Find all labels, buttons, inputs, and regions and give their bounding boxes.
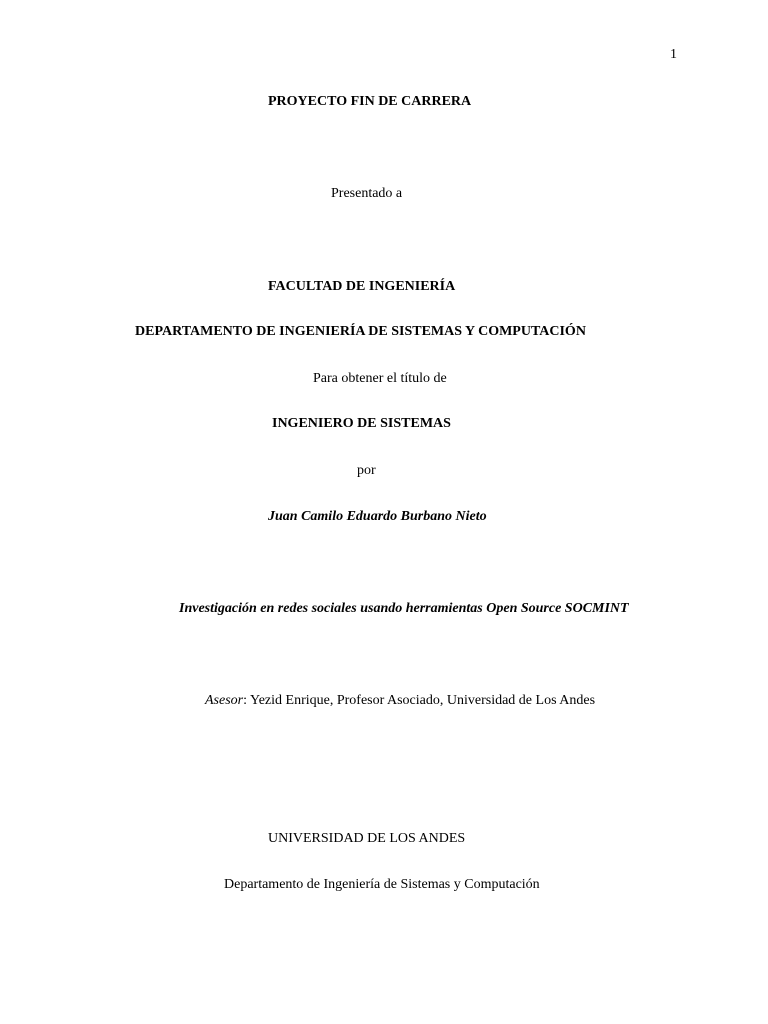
degree-name: INGENIERO DE SISTEMAS	[272, 416, 451, 431]
author-name: Juan Camilo Eduardo Burbano Nieto	[268, 509, 487, 524]
advisor-text: : Yezid Enrique, Profesor Asociado, Universidad de Los Andes	[243, 693, 596, 708]
document-heading: PROYECTO FIN DE CARRERA	[268, 94, 472, 109]
by-text: por	[357, 463, 376, 478]
faculty-name: FACULTAD DE INGENIERÍA	[268, 279, 456, 294]
page-number: 1	[670, 47, 677, 62]
university-department: Departamento de Ingeniería de Sistemas y Computación	[224, 877, 540, 892]
university-name: UNIVERSIDAD DE LOS ANDES	[268, 831, 466, 846]
advisor-line	[205, 693, 595, 709]
title-intro-text: Para obtener el título de	[313, 371, 447, 386]
thesis-title: Investigación en redes sociales usando herramientas Open Source SOCMINT	[179, 601, 629, 616]
department-name: DEPARTAMENTO DE INGENIERÍA DE SISTEMAS Y COMPUTACIÓN	[135, 324, 586, 339]
presented-to-text: Presentado a	[331, 186, 403, 201]
advisor-label: Asesor	[205, 693, 244, 708]
